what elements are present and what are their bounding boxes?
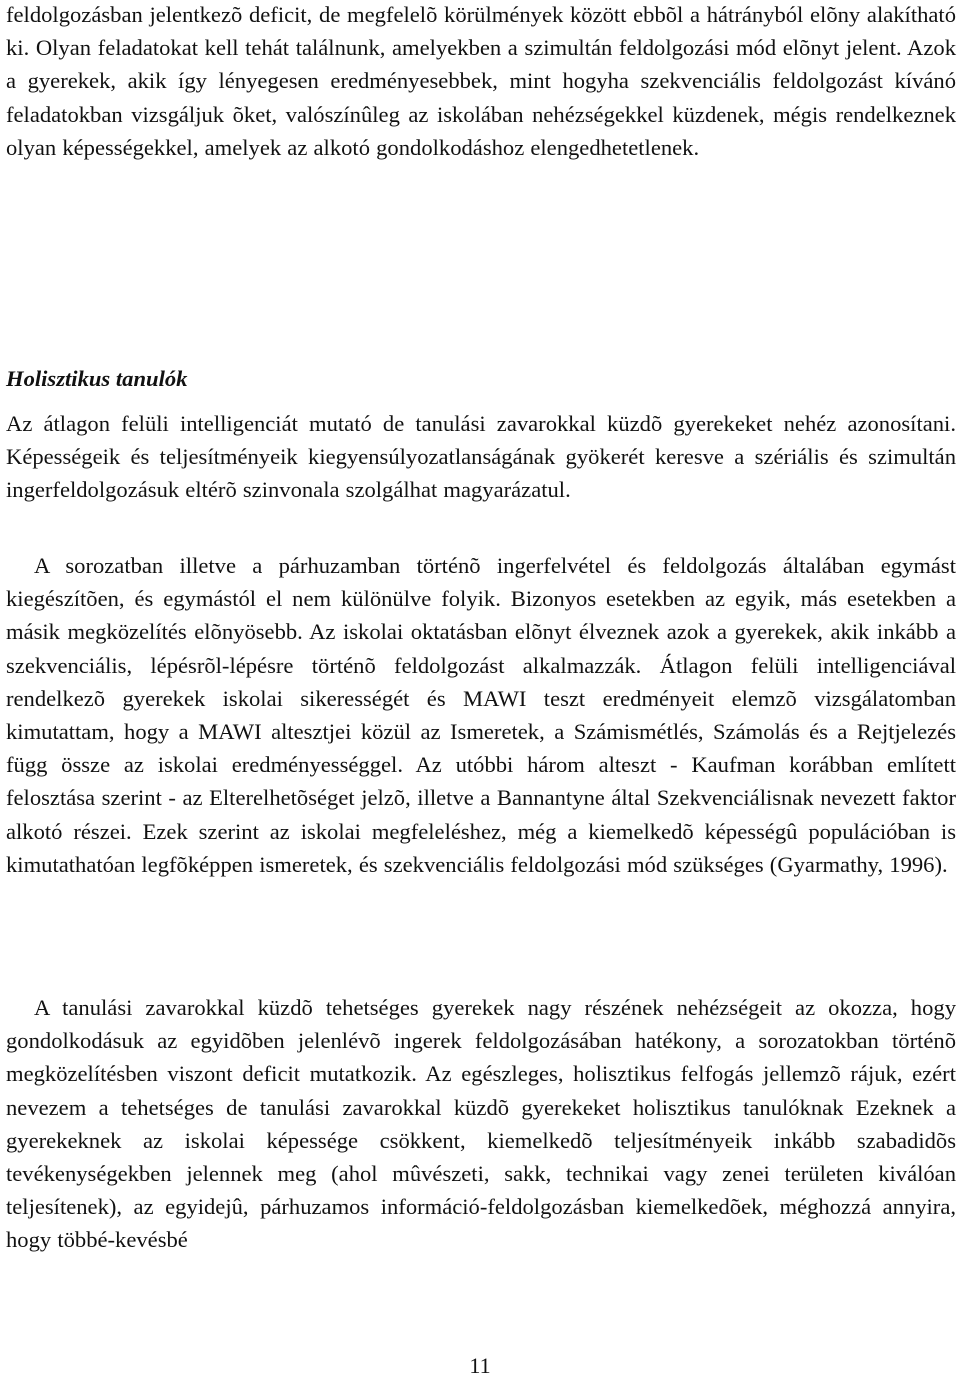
paragraph-intro: feldolgozásban jelentkezõ deficit, de megfelelõ körülmények között ebbõl a hátrányból elõny alakítható ki. Olyan feladatokat kell tehát találnunk, amelyekben a szimultán feldolgozási mód elõnyt jelent. Azok a gyerekek, akik így lényegesen eredményesebbek, mint hogyha szekvenciális feldolgozást kívánó feladatokban vizsgáljuk õket, valószínûleg az iskolában nehézségekkel küzdenek, mégis rendelkeznek olyan képességekkel, amelyek az alkotó gondolkodáshoz elengedhetetlenek. — [6, 2, 956, 160]
paragraph-holistic-3: A tanulási zavarokkal küzdõ tehetséges gyerekek nagy részének nehézségeit az okozza, hogy gondolkodásuk az egyidõben jelenlévõ ingerek feldolgozásában hatékony, a sorozatokban történõ megközelítésben viszont deficit mutatkozik. Az egészleges, holisztikus felfogás jellemzõ rájuk, ezért nevezem a tehetséges de tanulási zavarokkal küzdõ gyerekeket holisztikus tanulóknak Ezeknek a gyerekeknek az iskolai képessége csökkent, kiemelkedõ teljesítményeik inkább szabadidõs tevékenységekben jelennek meg (ahol mûvészeti, sakk, technikai vagy zenei területen kiválóan teljesítenek), az egyidejû, párhuzamos információ-feldolgozásban kiemelkedõek, méghozzá annyira, hogy többé-kevésbé — [6, 995, 956, 1253]
document-page — [6, 0, 956, 1253]
paragraph-holistic-2: A sorozatban illetve a párhuzamban történõ ingerfelvétel és feldolgozás általában egymást kiegészítõen, és egymástól el nem különülve folyik. Bizonyos esetekben az egyik, más esetekben a másik megközelítés elõnyösebb. Az iskolai oktatásban elõnyt élveznek azok a gyerekek, akik inkább a szekvenciális, lépésrõl-lépésre történõ feldolgozást alkalmazzák. Átlagon felüli intelligenciával rendelkezõ gyerekek iskolai sikerességét és MAWI teszt eredményeit elemzõ vizsgálatomban kimutattam, hogy a MAWI altesztjei közül az Ismeretek, a Számismétlés, Számolás és a Rejtjelezés függ össze az iskolai eredményességgel. Az utóbbi három alteszt - Kaufman korábban említett felosztása szerint - az Elterelhetõséget jelzõ, illetve a Bannantyne által Szekvenciálisnak nevezett faktor alkotó részei. Ezek szerint az iskolai megfeleléshez, még a kiemelkedõ képességû populációban is kimutathatóan legfõképpen ismeretek, és szekvenciális feldolgozási mód szükséges (Gyarmathy, 1996). — [6, 553, 956, 877]
paragraph-holistic-1: Az átlagon felüli intelligenciát mutató de tanulási zavarokkal küzdõ gyerekeket nehéz azonosítani. Képességeik és teljesítményeik kiegyensúlyozatlanságának gyökerét keresve a szériális és szimultán ingerfeldolgozásuk eltérõ szinvonala szolgálhat magyarázatul. — [6, 411, 956, 503]
section-heading: Holisztikus tanulók — [6, 366, 188, 391]
page-number: 11 — [469, 1353, 491, 1378]
